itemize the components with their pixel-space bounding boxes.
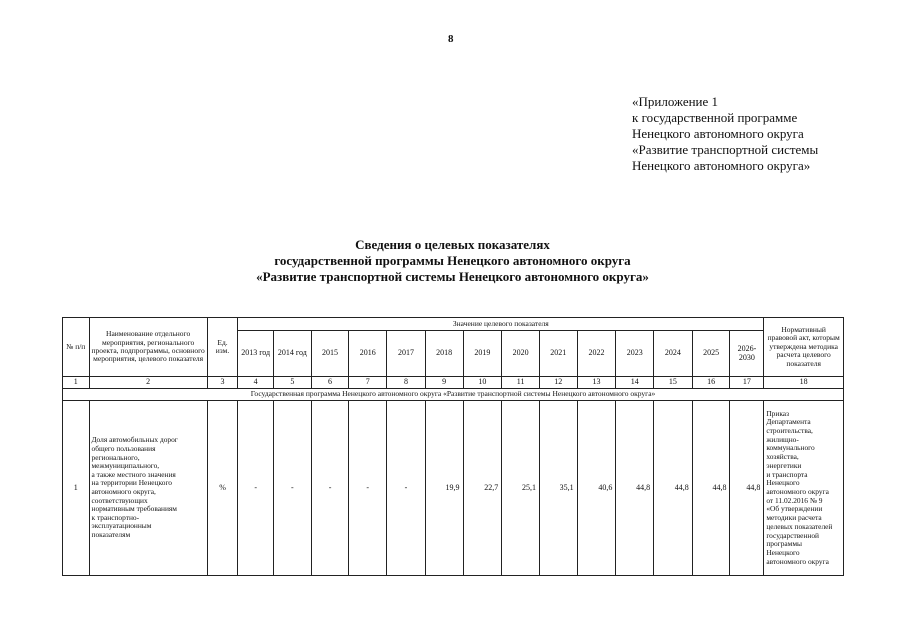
column-number-row <box>63 377 844 389</box>
column-number: 2 <box>89 377 207 389</box>
header-year: 2017 <box>387 331 426 377</box>
row-act-line: хозяйства, <box>766 452 799 462</box>
column-number: 5 <box>273 377 311 389</box>
row-act-line: жилищно- <box>766 434 799 444</box>
row-act-line: от 11.02.2016 № 9 <box>766 495 823 505</box>
row-act-line: Департамента <box>766 417 811 427</box>
appendix-line: к государственной программе <box>632 110 798 125</box>
row-act-line: коммунального <box>766 443 815 453</box>
row-act-line: Приказ <box>766 408 789 418</box>
header-act: Нормативный правовой акт, которым утверждена методика расчета целевого показателя <box>764 318 844 377</box>
column-number: 6 <box>311 377 349 389</box>
row-value: 40,6 <box>577 401 616 576</box>
row-name-line: Доля автомобильных дорог <box>91 435 178 445</box>
title-line: государственной программы Ненецкого автономного округа <box>274 253 631 268</box>
row-act-line: государственной <box>766 530 820 540</box>
header-name: Наименование отдельного мероприятия, регионального проекта, подпрограммы, основного мероприятия, целевого показателя <box>89 318 207 377</box>
row-act-line: и транспорта <box>766 469 808 479</box>
column-number: 18 <box>764 377 844 389</box>
row-name-line: к транспортно- <box>91 512 140 522</box>
row-value: 44,8 <box>616 401 654 576</box>
row-value: 22,7 <box>463 401 502 576</box>
appendix-note <box>632 94 818 174</box>
row-act-line: автономного округа <box>766 556 829 566</box>
program-title: Государственная программа Ненецкого автономного округа «Развитие транспортной системы Ненецкого автономного округа» <box>63 389 844 401</box>
row-value: - <box>349 401 387 576</box>
title-line: Сведения о целевых показателях <box>355 237 550 252</box>
row-value: - <box>311 401 349 576</box>
header-year: 2016 <box>349 331 387 377</box>
column-number: 11 <box>502 377 540 389</box>
column-number: 13 <box>577 377 616 389</box>
row-act-line: автономного округа <box>766 487 829 496</box>
row-value: 44,8 <box>654 401 693 576</box>
row-act-line: целевых показателей <box>766 521 833 531</box>
header-unit: Ед. изм. <box>207 318 238 377</box>
column-number: 12 <box>539 377 577 389</box>
title-line: «Развитие транспортной системы Ненецкого автономного округа» <box>256 269 649 284</box>
header-year: 2013 год <box>238 331 274 377</box>
header-year: 2026-2030 <box>730 331 764 377</box>
column-number: 9 <box>425 377 463 389</box>
row-name-line: показателям <box>91 529 131 539</box>
row-name <box>89 401 207 576</box>
column-number: 1 <box>63 377 90 389</box>
row-value: 19,9 <box>425 401 463 576</box>
indicators-table <box>62 317 844 576</box>
table-row <box>63 401 844 576</box>
appendix-line: «Приложение 1 <box>632 94 719 109</box>
column-number: 8 <box>387 377 426 389</box>
column-number: 7 <box>349 377 387 389</box>
row-act-line: методики расчета <box>766 513 822 523</box>
header-year: 2024 <box>654 331 693 377</box>
appendix-line: Ненецкого автономного округа» <box>632 158 811 173</box>
row-act-line: программы <box>766 539 803 549</box>
row-act-line: «Об утверждении <box>766 504 823 514</box>
row-name-line: общего пользования <box>91 444 156 454</box>
header-year: 2023 <box>616 331 654 377</box>
header-year: 2021 <box>539 331 577 377</box>
row-name-line: межмуниципального, <box>91 461 160 471</box>
header-year: 2020 <box>502 331 540 377</box>
row-value: 35,1 <box>539 401 577 576</box>
row-name-line: регионального, <box>91 452 140 462</box>
header-num: № п/п <box>63 318 90 377</box>
column-number: 16 <box>692 377 730 389</box>
row-act-line: Ненецкого <box>766 547 800 557</box>
appendix-line: «Развитие транспортной системы <box>632 142 819 157</box>
row-value: 44,8 <box>692 401 730 576</box>
row-act <box>764 401 844 576</box>
document-title <box>0 237 905 285</box>
row-name-line: а также местного значения <box>91 469 176 479</box>
row-act-line: энергетики <box>766 460 802 470</box>
row-value: - <box>273 401 311 576</box>
row-name-line: соответствующих <box>91 495 148 505</box>
row-value: - <box>238 401 274 576</box>
row-value: 25,1 <box>502 401 540 576</box>
header-year: 2015 <box>311 331 349 377</box>
column-number: 4 <box>238 377 274 389</box>
row-act-line: строительства, <box>766 426 813 436</box>
program-row <box>63 389 844 401</box>
row-num: 1 <box>63 401 90 576</box>
header-year: 2019 <box>463 331 502 377</box>
page-number: 8 <box>448 33 454 45</box>
column-number: 10 <box>463 377 502 389</box>
header-value-group: Значение целевого показателя <box>238 318 764 331</box>
header-year: 2014 год <box>273 331 311 377</box>
row-name-line: на территории Ненецкого <box>91 478 172 488</box>
column-number: 3 <box>207 377 238 389</box>
appendix-line: Ненецкого автономного округа <box>632 126 804 141</box>
header-year: 2025 <box>692 331 730 377</box>
row-value: 44,8 <box>730 401 764 576</box>
column-number: 17 <box>730 377 764 389</box>
header-year: 2022 <box>577 331 616 377</box>
column-number: 15 <box>654 377 693 389</box>
row-name-line: автономного округа, <box>91 487 156 496</box>
row-name-line: эксплуатационным <box>91 521 152 531</box>
row-name-line: нормативным требованиям <box>91 504 177 514</box>
column-number: 14 <box>616 377 654 389</box>
header-year: 2018 <box>425 331 463 377</box>
row-unit: % <box>207 401 238 576</box>
row-value: - <box>387 401 426 576</box>
row-act-line: Ненецкого <box>766 478 800 488</box>
